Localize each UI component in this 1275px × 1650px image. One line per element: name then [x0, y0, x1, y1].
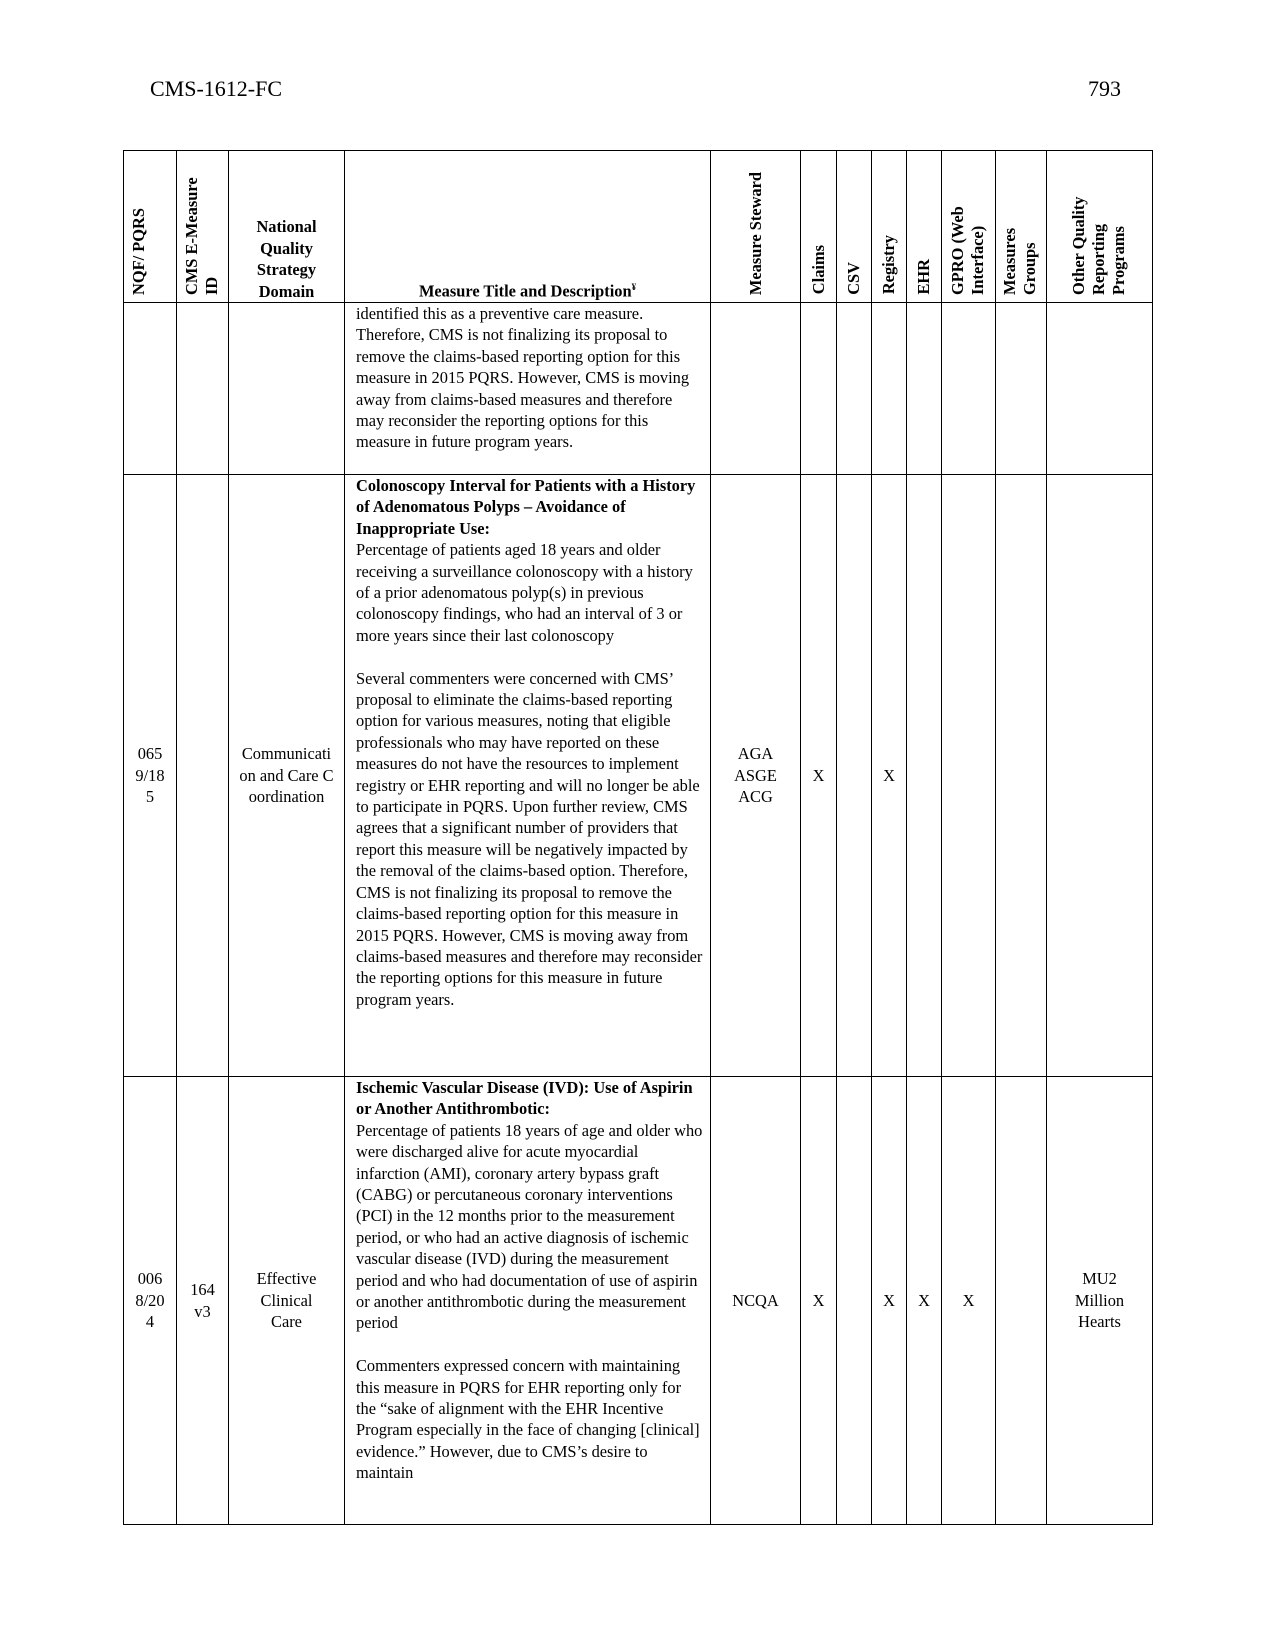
header-cms: CMS E-Measure ID: [177, 151, 229, 303]
cell-description: [345, 1077, 711, 1525]
cell-gpro: X: [942, 1077, 996, 1525]
header-gpro: GPRO (Web Interface): [942, 151, 996, 303]
cell-gpro: [942, 303, 996, 475]
cell-ehr: X: [907, 1077, 942, 1525]
cell-steward: [711, 303, 801, 475]
cell-csv: [837, 1077, 872, 1525]
cell-csv: [837, 303, 872, 475]
cell-csv: [837, 475, 872, 1077]
cell-description: [345, 303, 711, 475]
measure-title: Ischemic Vascular Disease (IVD): Use of Aspirin or Another Antithrombotic:: [356, 1078, 693, 1119]
cell-domain: Communication and Care Coordination: [229, 475, 345, 1077]
header-nqf: NQF/ PQRS: [124, 151, 177, 303]
cell-cms-id: 164v3: [177, 1077, 229, 1525]
measures-table: [123, 150, 1153, 1525]
comment-text: Commenters expressed concern with maintaining this measure in PQRS for EHR reporting only for the “sake of alignment with the EHR Incentive Program especially in the face of changing [clinical] evidence.” However, due to CMS’s desire to maintain: [356, 1356, 700, 1483]
cell-ehr: [907, 303, 942, 475]
header-domain: National Quality Strategy Domain: [229, 151, 345, 303]
cell-gpro: [942, 475, 996, 1077]
cell-domain: [229, 303, 345, 475]
header-other: Other Quality Reporting Programs: [1047, 151, 1153, 303]
header-steward: Measure Steward: [711, 151, 801, 303]
page-number: 793: [1088, 76, 1121, 101]
header-ehr: EHR: [907, 151, 942, 303]
cell-registry: X: [872, 1077, 907, 1525]
cell-nqf: 0659/185: [124, 475, 177, 1077]
header-csv: CSV: [837, 151, 872, 303]
cell-groups: [996, 1077, 1047, 1525]
cell-nqf: 0068/204: [124, 1077, 177, 1525]
description-text: Percentage of patients 18 years of age and older who were discharged alive for acute myocardial infarction (AMI), coronary artery bypass graft (CABG) or percutaneous coronary interventions (PCI) in the 12 months prior to the measurement period, or who had an active diagnosis of ischemic vascular disease (IVD) during the measurement period and who had documentation of use of aspirin or another antithrombotic during the measurement period: [356, 1120, 703, 1333]
cell-steward: NCQA: [711, 1077, 801, 1525]
cell-cms-id: [177, 303, 229, 475]
header-title: Measure Title and Description¥: [345, 151, 711, 303]
table-row: [124, 1077, 1153, 1525]
header-groups: Measures Groups: [996, 151, 1047, 303]
cell-nqf: [124, 303, 177, 475]
cell-groups: [996, 475, 1047, 1077]
cell-claims: [801, 303, 837, 475]
header-claims: Claims: [801, 151, 837, 303]
cell-registry: [872, 303, 907, 475]
description-text: identified this as a preventive care measure. Therefore, CMS is not finalizing its proposal to remove the claims-based reporting option for this measure in 2015 PQRS. However, CMS is moving away from claims-based measures and therefore may reconsider the reporting options for this measure in future program years.: [356, 304, 690, 452]
cell-description: [345, 475, 711, 1077]
table-row: [124, 475, 1153, 1077]
cell-ehr: [907, 475, 942, 1077]
description-text: Percentage of patients aged 18 years and older receiving a surveillance colonoscopy with a history of a prior adenomatous polyp(s) in previous colonoscopy findings, who had an interval of 3 or more years since their last colonoscopy: [356, 540, 693, 645]
cell-other: [1047, 475, 1153, 1077]
comment-text: Several commenters were concerned with CMS’ proposal to eliminate the claims-based reporting option for various measures, noting that eligible professionals who may have reported on these measures do not have the resources to implement registry or EHR reporting and will no longer be able to participate in PQRS. Upon further review, CMS agrees that a significant number of providers that report this measure will be negatively impacted by the removal of the claims-based option. Therefore, CMS is not finalizing its proposal to remove the claims-based reporting option for this measure in 2015 PQRS. However, CMS is moving away from claims-based measures and therefore may reconsider the reporting options for this measure in future program years.: [356, 668, 703, 1009]
cell-cms-id: [177, 475, 229, 1077]
table-row: [124, 303, 1153, 475]
cell-other: MU2 Million Hearts: [1047, 1077, 1153, 1525]
cell-groups: [996, 303, 1047, 475]
cell-claims: X: [801, 475, 837, 1077]
measure-title: Colonoscopy Interval for Patients with a History of Adenomatous Polyps – Avoidance of Inappropriate Use:: [356, 476, 696, 538]
cell-other: [1047, 303, 1153, 475]
cell-steward: AGA ASGE ACG: [711, 475, 801, 1077]
title-footnote-mark: ¥: [631, 282, 637, 293]
document-id: CMS-1612-FC: [150, 76, 283, 101]
cell-claims: X: [801, 1077, 837, 1525]
cell-registry: X: [872, 475, 907, 1077]
header-registry: Registry: [872, 151, 907, 303]
header-row: [124, 151, 1153, 303]
cell-domain: Effective Clinical Care: [229, 1077, 345, 1525]
